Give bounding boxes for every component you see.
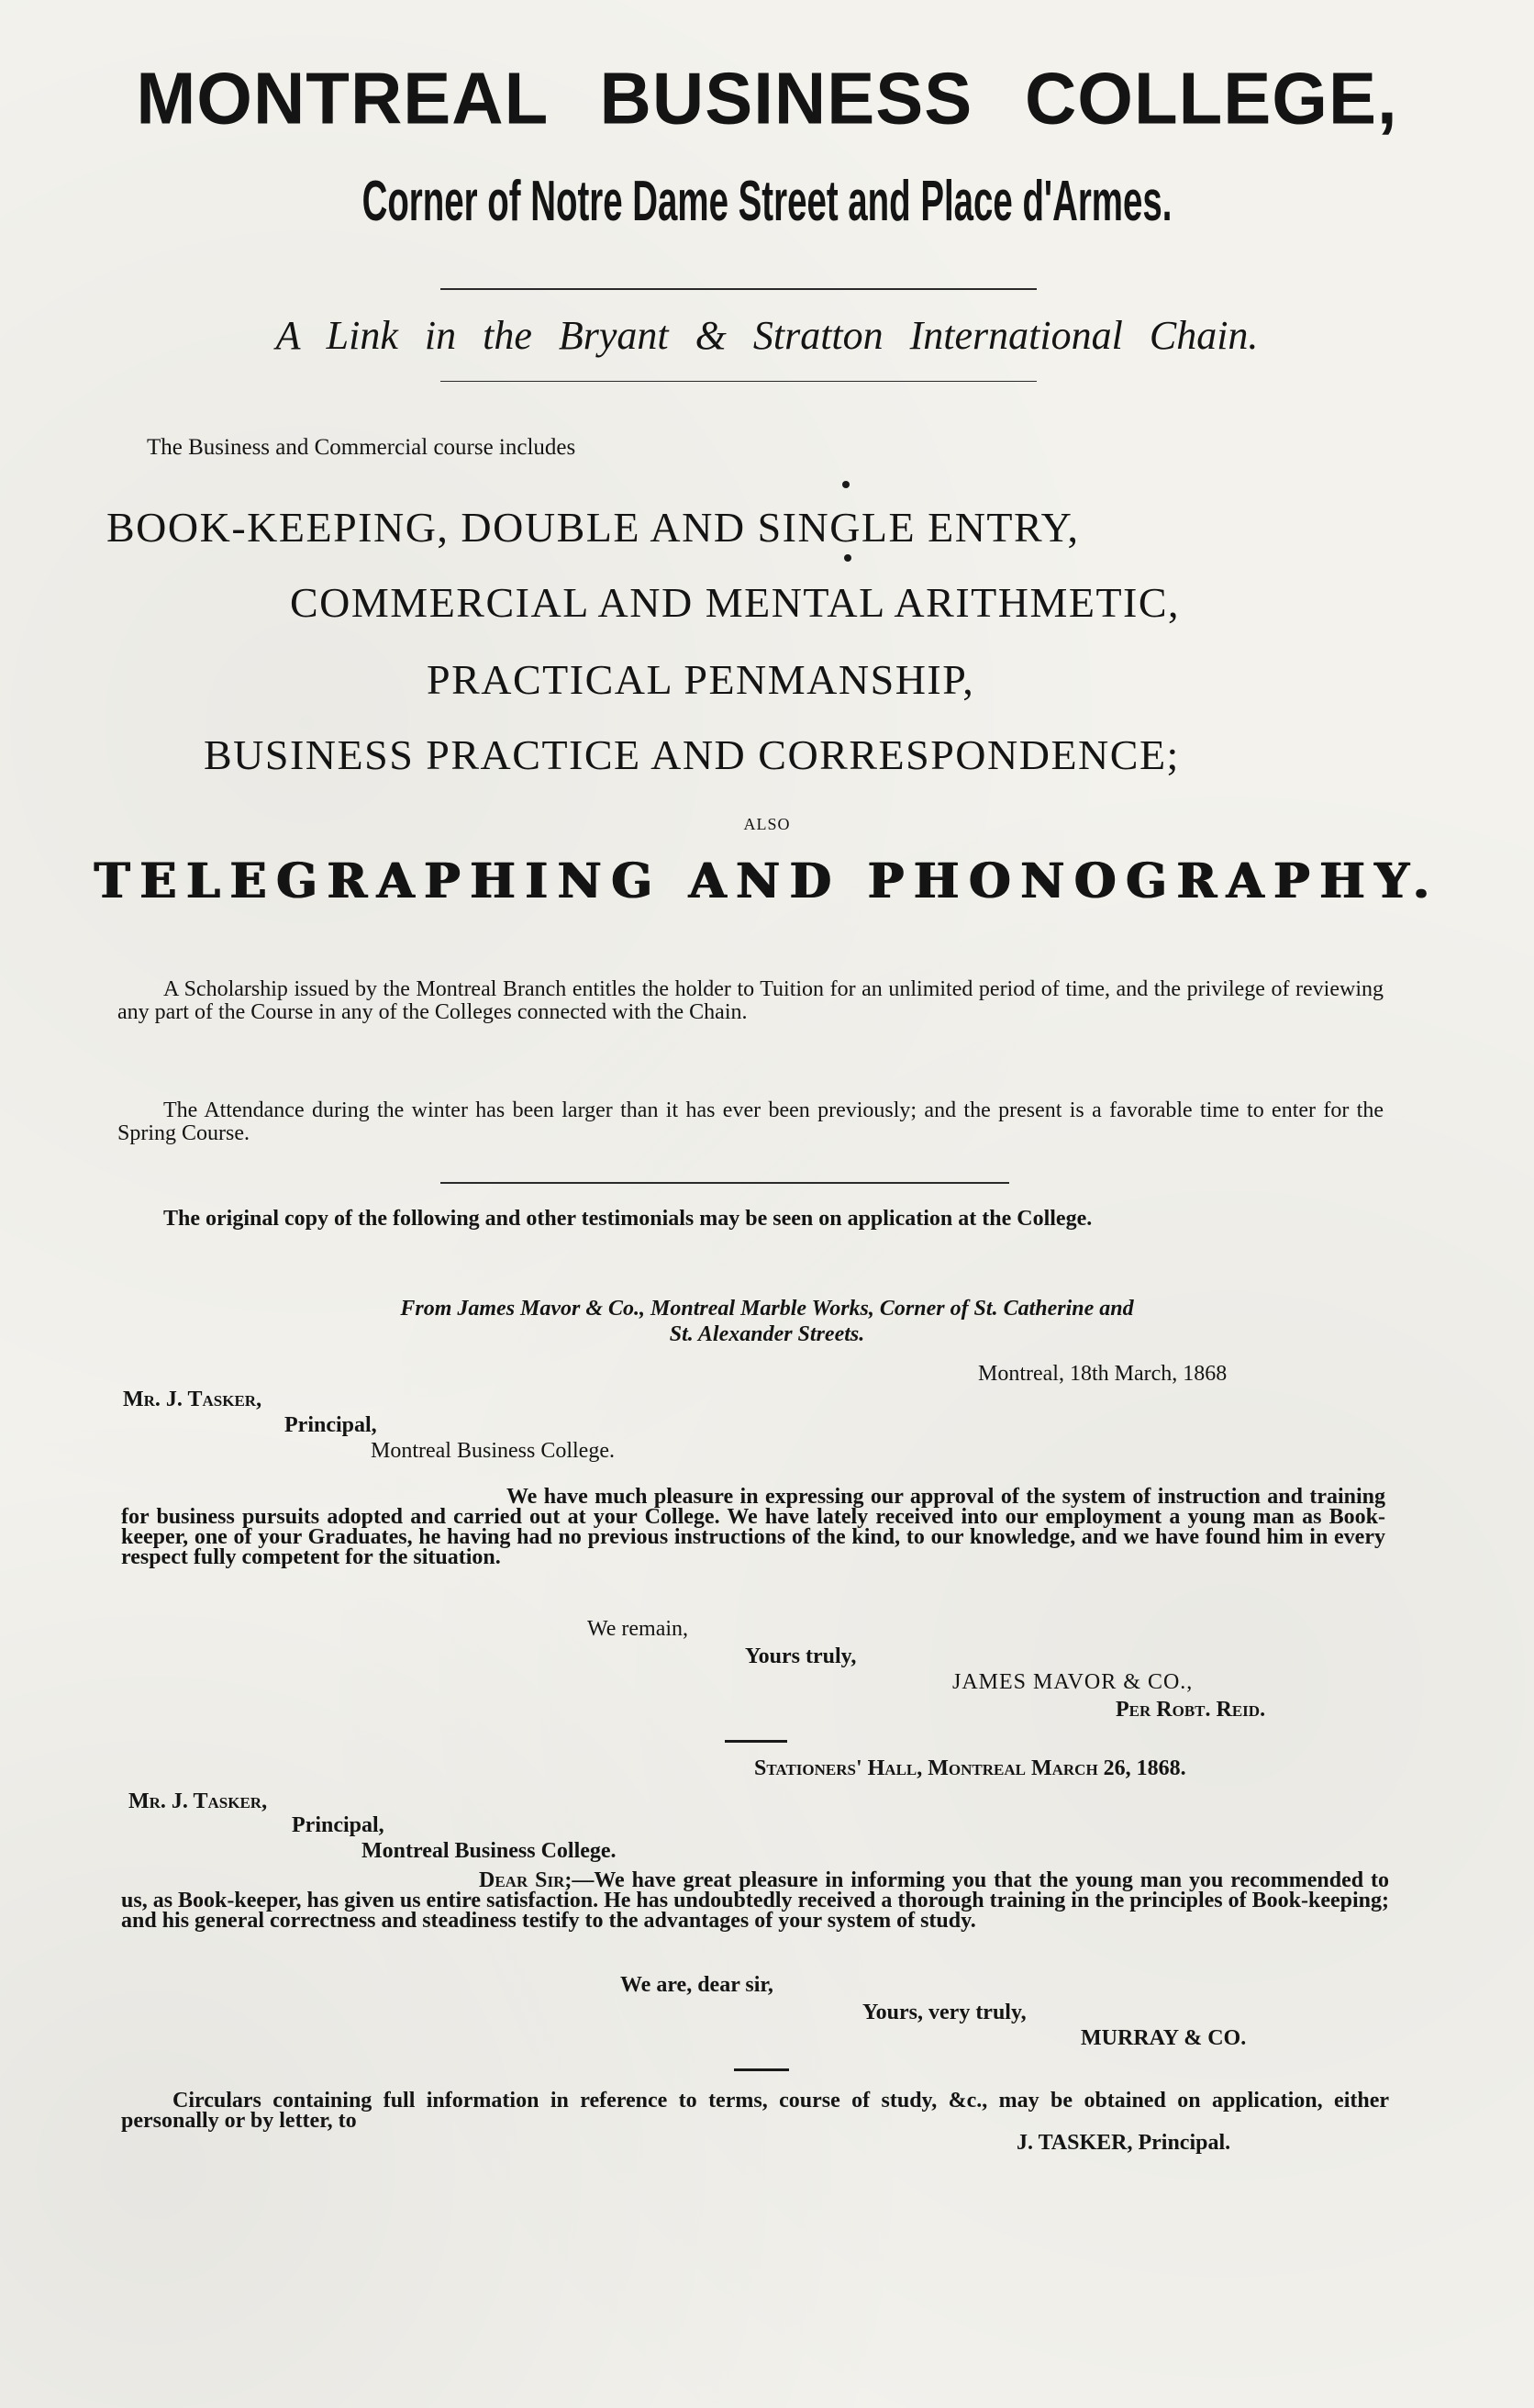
footer-text: Circulars containing full information in reference to terms, course of study, &c., may be obtained on application, either personally or by letter, to [121, 2089, 1389, 2133]
divider [440, 1182, 1009, 1184]
divider [734, 2068, 789, 2071]
course-intro: The Business and Commercial course includes [147, 435, 576, 460]
letter2-role: Principal, [292, 1813, 384, 1837]
letter1-signature: JAMES MAVOR & CO., [952, 1670, 1194, 1694]
letter1-from-line1: From James Mavor & Co., Montreal Marble Works, Corner of St. Catherine and [400, 1297, 1134, 1321]
letter2-body [121, 1870, 1389, 1931]
also-label: ALSO [743, 815, 791, 833]
letter1-from [0, 1296, 1534, 1347]
letter2-body-text: We have great pleasure in informing you that the young man you recommended to us, as Book-keeper, has given us entire satisfaction. He has undoubtedly received a thorough training in the principles of Book-keeping; and his general correctness and steadiness testify to the advantages of your system of study. [121, 1868, 1389, 1933]
letter2-salutation: Dear Sir;— [479, 1868, 595, 1892]
letter1-date: Montreal, 18th March, 1868 [978, 1362, 1228, 1386]
scholarship-text: A Scholarship issued by the Montreal Branch entitles the holder to Tuition for an unlimited period of time, and the privilege of reviewing any part of the Course in any of the Colleges connected with the Chain. [117, 977, 1384, 1024]
letter1-closing1: We remain, [587, 1617, 689, 1641]
letter1-institution: Montreal Business College. [371, 1439, 615, 1463]
divider [440, 288, 1037, 290]
attendance-text: The Attendance during the winter has been larger than it has ever been previously; and the present is a favorable time to enter for the Spring Course. [117, 1098, 1384, 1145]
letter1-per: Per Robt. Reid. [1116, 1698, 1266, 1722]
course-item: BOOK-KEEPING, DOUBLE AND SINGLE ENTRY, [106, 504, 1080, 551]
letter2-institution: Montreal Business College. [361, 1839, 617, 1863]
letter1-role: Principal, [284, 1413, 377, 1437]
letter2-addressee: Mr. J. Tasker, [128, 1789, 268, 1813]
chain-tagline: A Link in the Bryant & Stratton International Chain. [275, 313, 1259, 358]
college-address: Corner of Notre Dame Street and Place d'Armes. [361, 170, 1173, 233]
scholarship-paragraph [117, 978, 1384, 1024]
letter2-header: Stationers' Hall, Montreal March 26, 1868. [754, 1756, 1186, 1780]
course-item: COMMERCIAL AND MENTAL ARITHMETIC, [290, 579, 1181, 626]
footer-signature: J. TASKER, Principal. [1017, 2131, 1231, 2155]
original-paragraph [117, 1208, 1384, 1231]
letter2-signature: MURRAY & CO. [1081, 2026, 1247, 2050]
original-text: The original copy of the following and other testimonials may be seen on application at the College. [163, 1207, 1093, 1231]
divider [440, 381, 1037, 382]
attendance-paragraph [117, 1099, 1384, 1145]
course-item: PRACTICAL PENMANSHIP, [427, 656, 975, 703]
ink-speck [844, 554, 851, 562]
divider [725, 1740, 787, 1743]
letter1-closing2: Yours truly, [745, 1644, 857, 1668]
letter2-closing1: We are, dear sir, [620, 1973, 773, 1997]
letter1-from-line2: St. Alexander Streets. [669, 1322, 865, 1346]
letter1-body: We have much pleasure in expressing our approval of the system of instruction and training for business pursuits adopted and carried out at your College. We have lately received into our employment a young man as Book-keeper, one of your Graduates, he having had no previous instructions of the kind, to our knowledge, and we have found him in every respect fully competent for the situation. [121, 1485, 1385, 1569]
letter1-addressee: Mr. J. Tasker, [123, 1388, 262, 1411]
telegraphing-heading: TELEGRAPHING AND PHONOGRAPHY. [94, 853, 1440, 909]
college-title: MONTREAL BUSINESS COLLEGE, [136, 57, 1398, 139]
course-item: BUSINESS PRACTICE AND CORRESPONDENCE; [204, 731, 1180, 778]
letter2-closing2: Yours, very truly, [862, 2001, 1027, 2024]
ink-speck [842, 481, 850, 488]
